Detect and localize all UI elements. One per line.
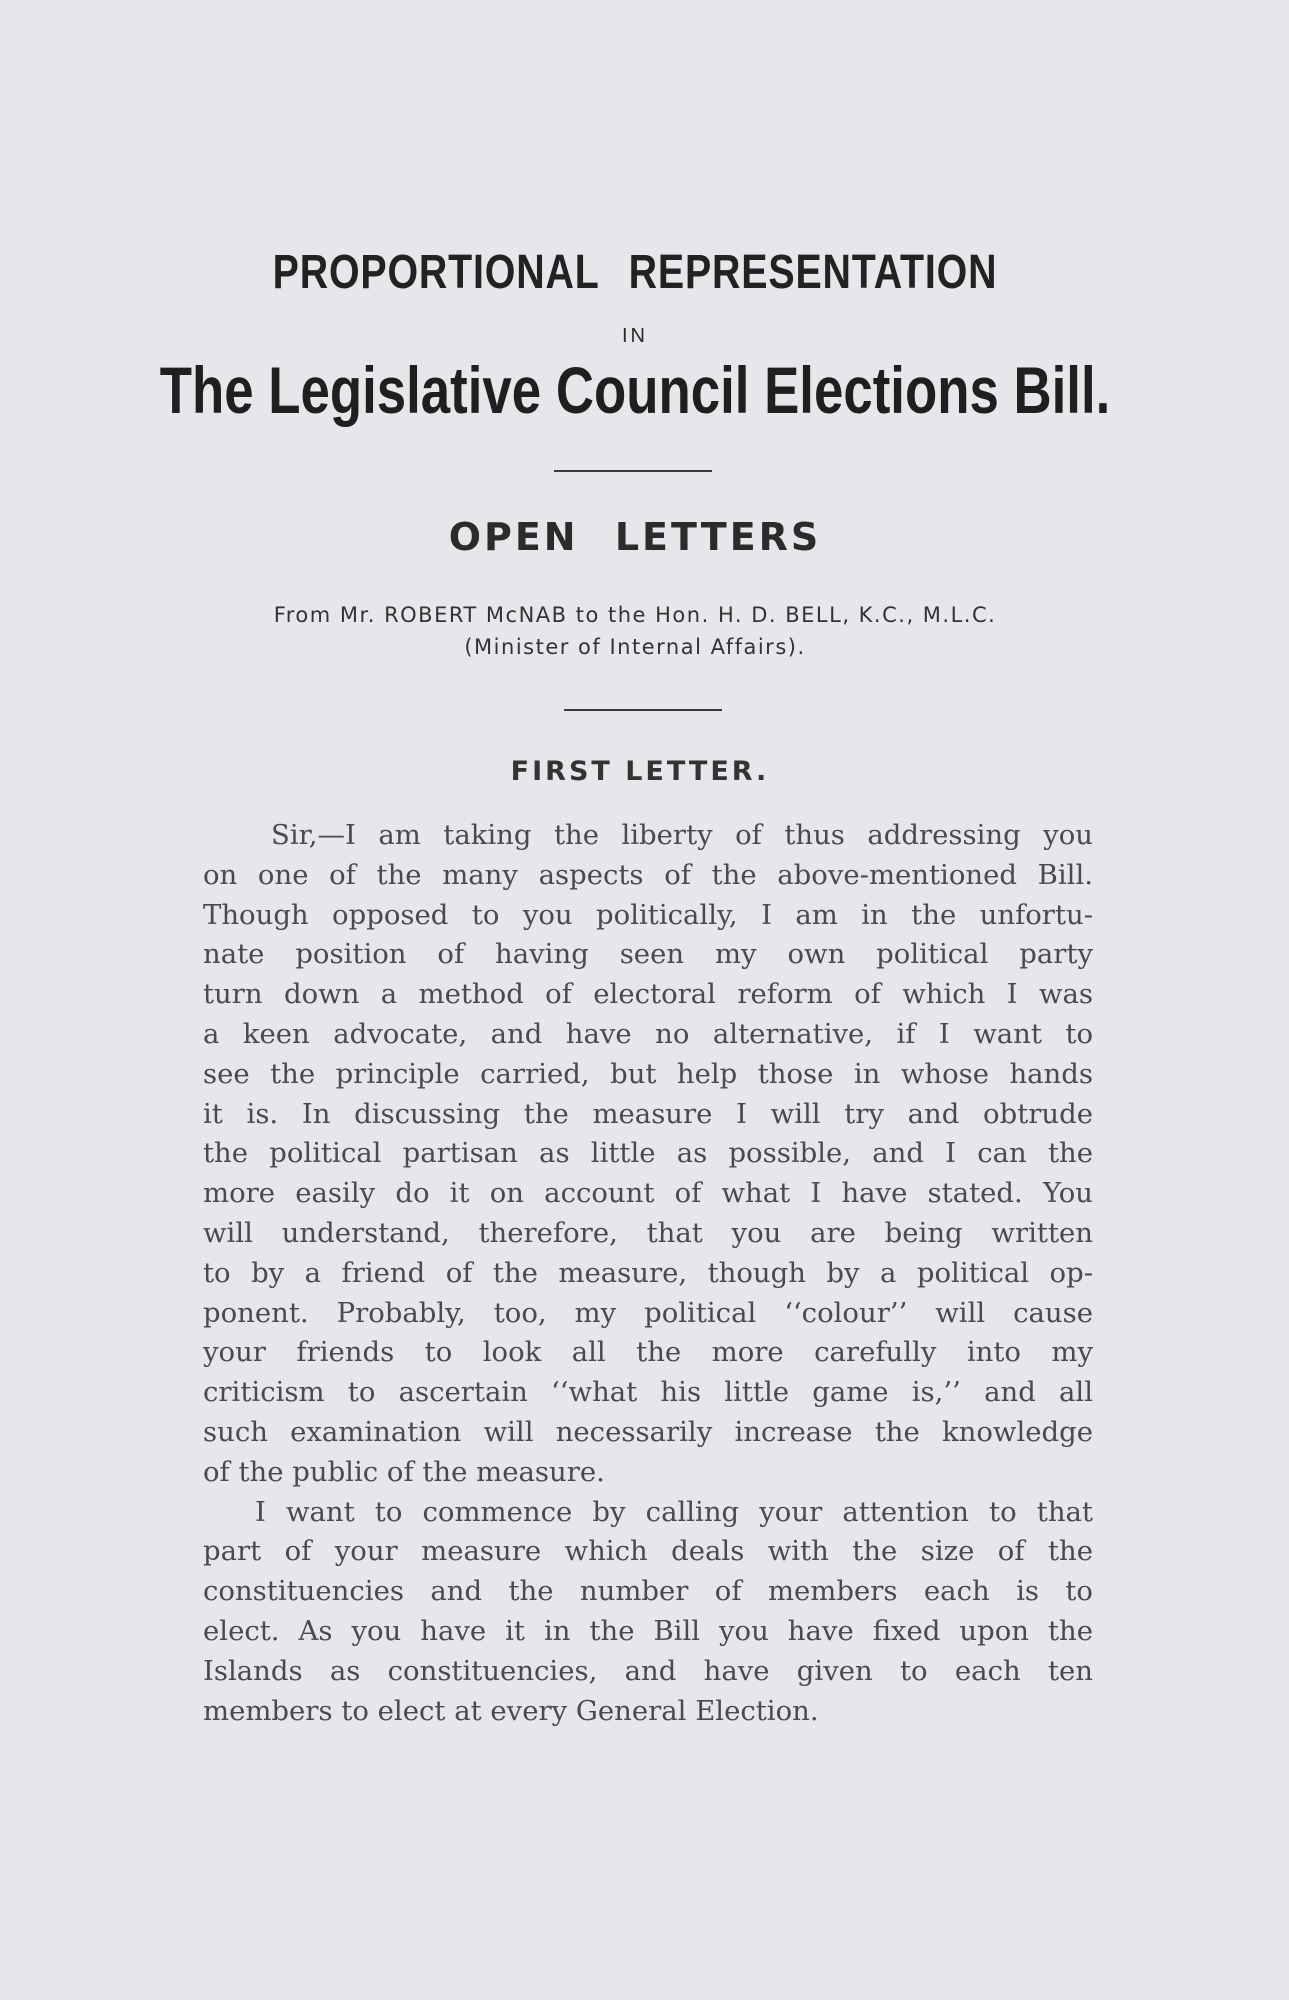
text-line: part of your measure which deals with the size of the	[203, 1535, 1093, 1568]
text-line: Islands as constituencies, and have given to each ten	[203, 1654, 1093, 1687]
text-line: elect. As you have it in the Bill you have fixed upon the	[203, 1614, 1093, 1647]
text-line: constituencies and the number of members each is to	[203, 1575, 1093, 1608]
attribution-line-2: (Minister of Internal Affairs).	[464, 635, 806, 659]
attribution	[0, 599, 1270, 663]
letter-heading: FIRST LETTER.	[510, 756, 770, 787]
text-line: on one of the many aspects of the above-mentioned Bill.	[203, 858, 1093, 891]
text-line: such examination will necessarily increase the knowledge	[203, 1415, 1093, 1448]
text-line: more easily do it on account of what I have stated. You	[203, 1177, 1093, 1210]
title-connector: IN	[622, 325, 648, 347]
text-line: nate position of having seen my own political party	[203, 938, 1093, 971]
text-line: to by a friend of the measure, though by a political op-	[203, 1256, 1093, 1289]
text-line: will understand, therefore, that you are being written	[203, 1216, 1093, 1249]
title-bill-name: The Legislative Council Elections Bill.	[159, 353, 1111, 427]
attribution-line-1: From Mr. ROBERT McNAB to the Hon. H. D. BELL, K.C., M.L.C.	[273, 603, 997, 627]
text-line: it is. In discussing the measure I will try and obtrude	[203, 1097, 1093, 1130]
text-line: Sir,—I am taking the liberty of thus addressing you	[271, 819, 1093, 851]
letter-body	[203, 816, 1093, 1731]
text-line: a keen advocate, and have no alternative, if I want to	[203, 1017, 1093, 1050]
text-line: members to elect at every General Election.	[203, 1694, 819, 1727]
text-line: ponent. Probably, too, my political ‘‘colour’’ will cause	[203, 1296, 1093, 1329]
title-proportional-representation: PROPORTIONAL REPRESENTATION	[272, 246, 998, 299]
text-line: I want to commence by calling your attention to that	[255, 1495, 1093, 1528]
divider-rule-bottom	[564, 709, 722, 711]
text-line: see the principle carried, but help those in whose hands	[203, 1057, 1093, 1090]
text-line: your friends to look all the more carefully into my	[203, 1336, 1093, 1369]
divider-rule-top	[554, 470, 712, 472]
text-line: of the public of the measure.	[203, 1455, 605, 1488]
text-line: criticism to ascertain ‘‘what his little game is,’’ and all	[203, 1376, 1093, 1409]
paragraph-1	[203, 816, 1093, 1493]
paragraph-2	[203, 1493, 1093, 1732]
text-line: Though opposed to you politically, I am in the unfortu-	[203, 898, 1093, 931]
section-title: OPEN LETTERS	[448, 515, 822, 559]
text-line: turn down a method of electoral reform of which I was	[203, 978, 1093, 1011]
text-line: the political partisan as little as possible, and I can the	[203, 1137, 1093, 1170]
